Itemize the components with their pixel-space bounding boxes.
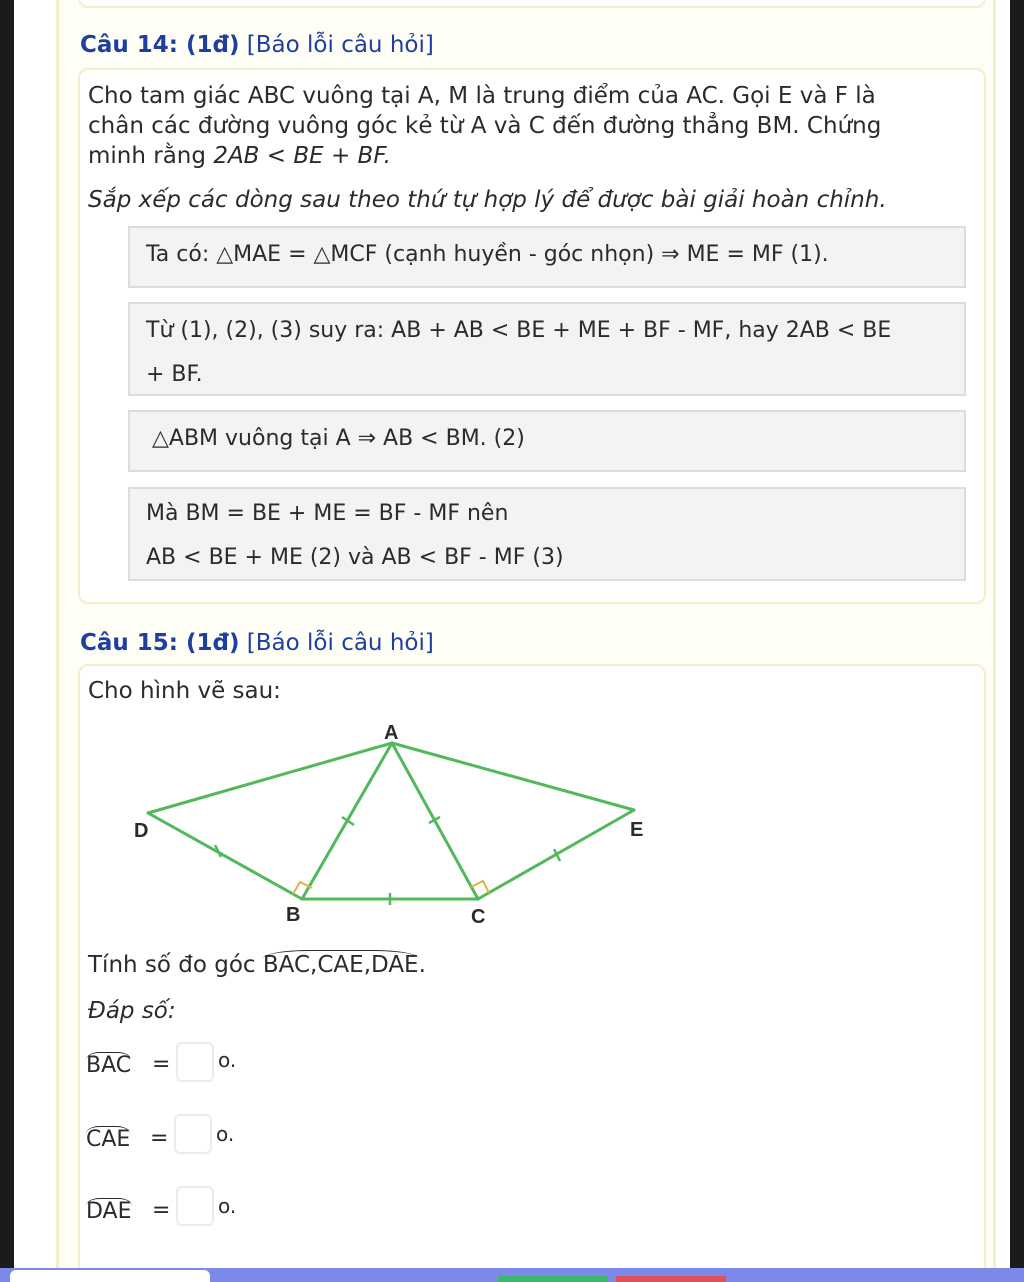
segment-AE xyxy=(392,743,634,810)
q14-sortable-option[interactable] xyxy=(128,410,966,472)
q14-report-link[interactable]: [Báo lỗi câu hỏi] xyxy=(246,32,434,58)
label-A: A xyxy=(384,722,399,744)
screen-frame-right xyxy=(1010,0,1024,1282)
right-angle-markers xyxy=(293,881,489,894)
answer-input-cae[interactable] xyxy=(174,1114,212,1154)
angle-label: BAC xyxy=(86,1053,132,1078)
q14-problem-line2: chân các đường vuông góc kẻ từ A và C đến đường thẳng BM. Chứng xyxy=(88,113,882,139)
q14-instruction: Sắp xếp các dòng sau theo thứ tự hợp lý để được bài giải hoàn chỉnh. xyxy=(88,187,887,213)
triangle-figure xyxy=(120,715,680,935)
option-line: + BF. xyxy=(146,362,203,387)
option-line: AB < BE + ME (2) và AB < BF - MF (3) xyxy=(146,545,564,570)
q15-task-text: Tính số đo góc xyxy=(88,952,263,978)
label-E: E xyxy=(630,819,644,841)
bottom-tab[interactable] xyxy=(10,1270,210,1282)
segment-DB xyxy=(148,813,302,899)
answer-row-dae xyxy=(84,1186,284,1230)
angle-label: CAE xyxy=(86,1127,131,1152)
q15-title xyxy=(80,630,434,656)
option-line: △ABM vuông tại A ⇒ AB < BM. (2) xyxy=(152,426,525,451)
q14-problem-line3 xyxy=(88,141,968,171)
q14-problem-math: 2AB < BE + BF. xyxy=(213,143,391,169)
q14-sortable-option[interactable] xyxy=(128,487,966,581)
degree-unit: o. xyxy=(218,1194,237,1218)
screen-frame-left xyxy=(0,0,14,1282)
q14-problem-line3-text: minh rằng xyxy=(88,143,214,169)
bottom-red-button[interactable] xyxy=(616,1276,726,1282)
label-C: C xyxy=(471,906,486,928)
option-line: Từ (1), (2), (3) suy ra: AB + AB < BE + ME + BF - MF, hay 2AB < BE xyxy=(146,318,892,343)
bottom-green-button[interactable] xyxy=(498,1276,608,1282)
degree-unit: o. xyxy=(216,1122,235,1146)
equal-ticks xyxy=(215,817,560,905)
q15-task xyxy=(88,950,968,980)
answer-row-bac xyxy=(84,1042,284,1086)
option-line: Mà BM = BE + ME = BF - MF nên xyxy=(146,501,509,526)
angle-label: DAE xyxy=(86,1199,132,1224)
previous-card-edge xyxy=(78,0,986,8)
q15-task-end: . xyxy=(418,952,426,978)
q14-sortable-option[interactable] xyxy=(128,226,966,288)
degree-unit: o. xyxy=(218,1048,237,1072)
answer-input-bac[interactable] xyxy=(176,1042,214,1082)
equals-sign: = xyxy=(150,1126,169,1151)
segment-AD xyxy=(148,743,392,813)
q15-intro: Cho hình vẽ sau: xyxy=(88,678,281,704)
q15-answer-label: Đáp số: xyxy=(88,998,176,1024)
q15-task-angles: BAC,CAE,DAE xyxy=(262,952,419,978)
equals-sign: = xyxy=(152,1052,171,1077)
equals-sign: = xyxy=(152,1198,171,1223)
answer-row-cae xyxy=(84,1114,284,1158)
q15-number: Câu 15: (1đ) xyxy=(80,630,240,656)
q14-problem-line1: Cho tam giác ABC vuông tại A, M là trung điểm của AC. Gọi E và F là xyxy=(88,83,876,109)
q14-sortable-option[interactable] xyxy=(128,302,966,396)
option-line: Ta có: △MAE = △MCF (cạnh huyền - góc nhọn) ⇒ ME = MF (1). xyxy=(146,242,829,267)
label-D: D xyxy=(134,820,149,842)
label-B: B xyxy=(286,904,301,926)
q14-number: Câu 14: (1đ) xyxy=(80,32,240,58)
answer-input-dae[interactable] xyxy=(176,1186,214,1226)
q14-title xyxy=(80,32,434,58)
q15-report-link[interactable]: [Báo lỗi câu hỏi] xyxy=(246,630,434,656)
